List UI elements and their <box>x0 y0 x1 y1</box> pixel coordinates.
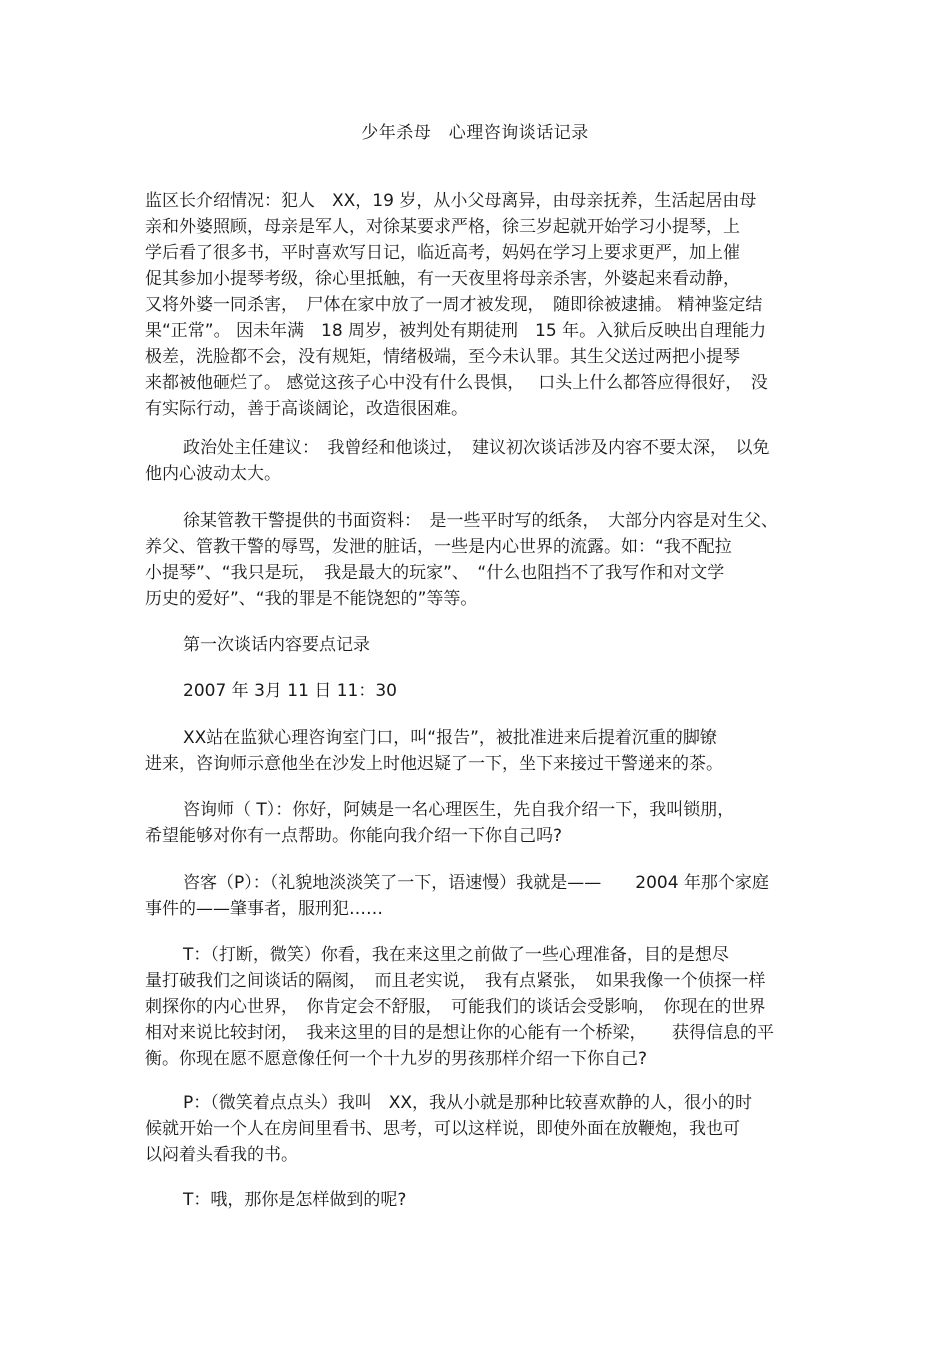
text-line: 候就开始一个人在房间里看书、思考，可以这样说，即使外面在放鞭炮，我也可 <box>145 1119 740 1139</box>
paragraph-written-materials <box>145 508 810 612</box>
text-line: 咨询师（ T）：你好，阿姨是一名心理医生，先自我介绍一下，我叫锁朋， <box>183 800 735 820</box>
dialogue-therapist-3 <box>145 1187 810 1213</box>
paragraph-political-director <box>145 435 810 487</box>
session-date <box>145 678 810 704</box>
paragraph-warden-intro <box>145 188 810 422</box>
section-heading-first-session <box>145 632 810 658</box>
text-line: 咨客（P）：（礼貌地淡淡笑了一下，语速慢）我就是—— 2004 年那个家庭 <box>183 873 769 893</box>
text-line: 亲和外婆照顾，母亲是军人，对徐某要求严格，徐三岁起就开始学习小提琴，上 <box>145 217 740 237</box>
text-line: 有实际行动，善于高谈阔论，改造很困难。 <box>145 399 468 419</box>
text-line: 政治处主任建议： 我曾经和他谈过， 建议初次谈话涉及内容不要太深， 以免 <box>183 438 770 458</box>
text-line: T：哦，那你是怎样做到的呢? <box>183 1190 407 1210</box>
text-line: 小提琴”、“我只是玩， 我是最大的玩家”、 “什么也阻挡不了我写作和对文学 <box>145 563 725 583</box>
text-line: P：（微笑着点点头）我叫 XX，我从小就是那种比较喜欢静的人，很小的时 <box>183 1093 753 1113</box>
text-line: 学后看了很多书，平时喜欢写日记，临近高考，妈妈在学习上要求更严，加上催 <box>145 243 740 263</box>
text-line: 希望能够对你有一点帮助。你能向我介绍一下你自己吗? <box>145 826 563 846</box>
text-line: 量打破我们之间谈话的隔阂， 而且老实说， 我有点紧张， 如果我像一个侦探一样 <box>145 971 766 991</box>
paragraph-arrival <box>145 725 810 777</box>
text-line: 历史的爱好”、“我的罪是不能饶恕的”等等。 <box>145 589 478 609</box>
page-title: 少年杀母 心理咨询谈话记录 <box>361 123 589 143</box>
text-line: 2007 年 3月 11 日 11：30 <box>183 681 397 701</box>
text-line: 来都被他砸烂了。 感觉这孩子心中没有什么畏惧， 口头上什么都答应得很好， 没 <box>145 373 768 393</box>
dialogue-therapist-2 <box>145 942 810 1072</box>
text-line: 监区长介绍情况：犯人 XX，19 岁，从小父母离异，由母亲抚养，生活起居由母 <box>145 191 757 211</box>
text-line: 养父、管教干警的辱骂，发泄的脏话，一些是内心世界的流露。如：“我不配拉 <box>145 537 732 557</box>
text-line: 他内心波动太大。 <box>145 464 281 484</box>
text-line: 徐某管教干警提供的书面资料： 是一些平时写的纸条， 大部分内容是对生父、 <box>183 511 778 531</box>
text-line: 衡。你现在愿不愿意像任何一个十九岁的男孩那样介绍一下你自己? <box>145 1049 648 1069</box>
text-line: 刺探你的内心世界， 你肯定会不舒服， 可能我们的谈话会受影响， 你现在的世界 <box>145 997 766 1017</box>
text-line: 事件的——肇事者，服刑犯…… <box>145 899 383 919</box>
dialogue-therapist-1 <box>145 797 810 849</box>
text-line: 又将外婆一同杀害， 尸体在家中放了一周才被发现， 随即徐被逮捕。 精神鉴定结 <box>145 295 763 315</box>
text-line: T：（打断，微笑）你看，我在来这里之前做了一些心理准备，目的是想尽 <box>183 945 729 965</box>
text-line: 极差，洗脸都不会，没有规矩，情绪极端，至今未认罪。其生父送过两把小提琴 <box>145 347 740 367</box>
text-line: 第一次谈话内容要点记录 <box>183 635 370 655</box>
text-line: 进来，咨询师示意他坐在沙发上时他迟疑了一下，坐下来接过干警递来的茶。 <box>145 754 723 774</box>
text-line: 相对来说比较封闭， 我来这里的目的是想让你的心能有一个桥梁， 获得信息的平 <box>145 1023 774 1043</box>
text-line: 果“正常”。 因未年满 18 周岁，被判处有期徒刑 15 年。入狱后反映出自理能力 <box>145 321 767 341</box>
text-line: XX站在监狱心理咨询室门口，叫“报告”，被批准进来后提着沉重的脚镣 <box>183 728 717 748</box>
text-line: 以闷着头看我的书。 <box>145 1145 298 1165</box>
dialogue-client-2 <box>145 1090 810 1168</box>
text-line: 促其参加小提琴考级，徐心里抵触，有一天夜里将母亲杀害，外婆起来看动静， <box>145 269 740 289</box>
dialogue-client-1 <box>145 870 810 922</box>
